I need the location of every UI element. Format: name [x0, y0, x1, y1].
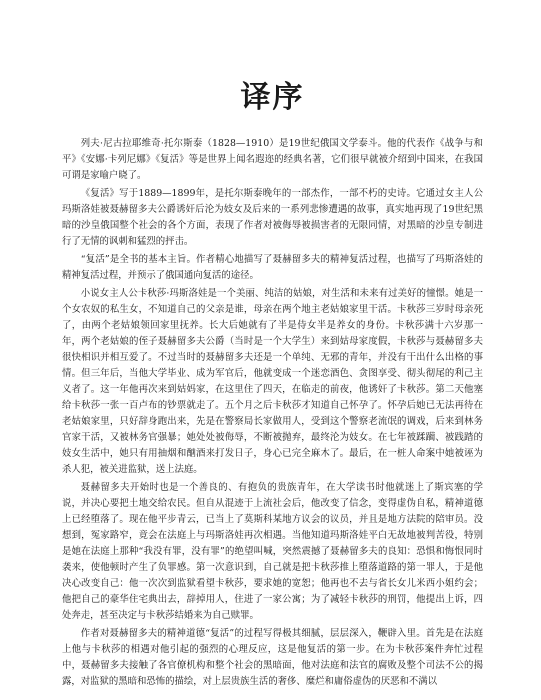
paragraph-6: 作者对聂赫留多夫的精神道德“复活”的过程写得极其细腻，层层深入，鞭辟入里。首先是在法庭上他与卡秋莎的相遇对他引起的强烈的心理反应，这是他复活的第一步。在为卡秋莎案件奔忙过程中，聂赫留多夫接触了各官僚机构和整个社会的黑暗面，他对法庭和法官的腐败及整个司法不公的揭露，对监狱的黑暗和恐怖的描绘，对上层贵族生活的奢侈、糜烂和庸俗虚伪的厌恶和不满以: [62, 628, 483, 687]
paragraph-3: “复活”是全书的基本主旨。作者精心地描写了聂赫留多夫的精神复活过程，也描写了玛斯洛娃的精神复活过程，并预示了俄国通向复活的途径。: [62, 254, 483, 281]
paragraph-2: 《复活》写于1889—1899年，是托尔斯泰晚年的一部杰作，一部不朽的史诗。它通过女主人公玛斯洛娃被聂赫留多夫公爵诱奸后沦为妓女及后来的一系列悲惨遭遇的故事，真实地再现了19世纪黑暗的沙皇俄国整个社会的各个方面，表现了作者对被侮辱被损害者的无限同情，对黑暗的沙皇专制进行了无情的讽刺和猛烈的抨击。: [62, 188, 483, 247]
paragraph-1: 列夫·尼古拉耶维奇·托尔斯泰（1828—1910）是19世纪俄国文学泰斗。他的代表作《战争与和平》《安娜·卡列尼娜》《复活》等是世界上闻名遐迩的经典名著，它们很早就被介绍到中国来，在我国可谓是家喻户晓了。: [62, 138, 483, 181]
page-title: 译序: [240, 80, 305, 115]
paragraph-5: 聂赫留多夫开始时也是一个善良的、有抱负的贵族青年，在大学读书时他就迷上了斯宾塞的学说，并决心要把土地交给农民。但自从混迹于上流社会后，他改变了信念，变得虚伪自私，精神道德上已经堕落了。现在他平步青云，已当上了莫斯科某地方议会的议员，并且是地方法院的陪审员。没想到，冤家路窄，竟会在法庭上与玛斯洛娃再次相遇。当他知道玛斯洛娃平白无故地被判苦役，特别是她在法庭上那种“我没有罪，没有罪”的绝望叫喊，突然震撼了聂赫留多夫的良知：恐惧和悔恨同时袭来，使他顿时产生了负罪感。第一次意识到，自己就是把卡秋莎推上堕落道路的第一罪人，于是他决心改变自己：他一次次到监狱看望卡秋莎，要求她的宽恕；他再也不去与省长女儿米西小姐约会；他把自己的豪华住宅典出去，辞掉用人，住进了一家公寓；为了减轻卡秋莎的刑罚，他提出上诉，四处奔走，甚至决定与卡秋莎结婚来为自己赎罪。: [62, 482, 483, 621]
paragraph-4: 小说女主人公卡秋莎·玛斯洛娃是一个美丽、纯洁的姑娘，对生活和未来有过美好的憧憬。她是一个女农奴的私生女，不知道自己的父亲是谁，母亲在两个地主老姑娘家里干活。卡秋莎三岁时母亲死了，由两个老姑娘领回家里抚养。长大后她就有了半是侍女半是养女的身份。卡秋莎满十六岁那一年，两个老姑娘的侄子聂赫留多夫公爵（当时是一个大学生）来到姑母家度假，卡秋莎与聂赫留多夫很快相识并相互爱了。不过当时的聂赫留多夫还是一个单纯、无邪的青年，并没有干出什么出格的事情。但三年后，当他大学毕业、成为军官后，他就变成一个迷恋酒色、贪图享受、彻头彻尾的利己主义者了。这一年他再次来到姑妈家，在这里住了四天，在临走的前夜，他诱奸了卡秋莎。第二天他塞给卡秋莎一张一百卢布的钞票就走了。五个月之后卡秋莎才知道自己怀孕了。怀孕后她已无法再待在老姑娘家里，只好辞身跑出来，先是在警察局长家做用人，受到这个警察老流氓的调戏，后来到林务官家干活，又被林务官强暴；她处处被侮辱，不断被抛弃，最终沦为妓女。在七年被蹂躏、被践踏的妓女生活中，她只有用抽烟和酗酒来打发日子，身心已完全麻木了。最后，在一桩人命案中她被诬为杀人犯，被关进监狱，送上法庭。: [62, 288, 483, 475]
